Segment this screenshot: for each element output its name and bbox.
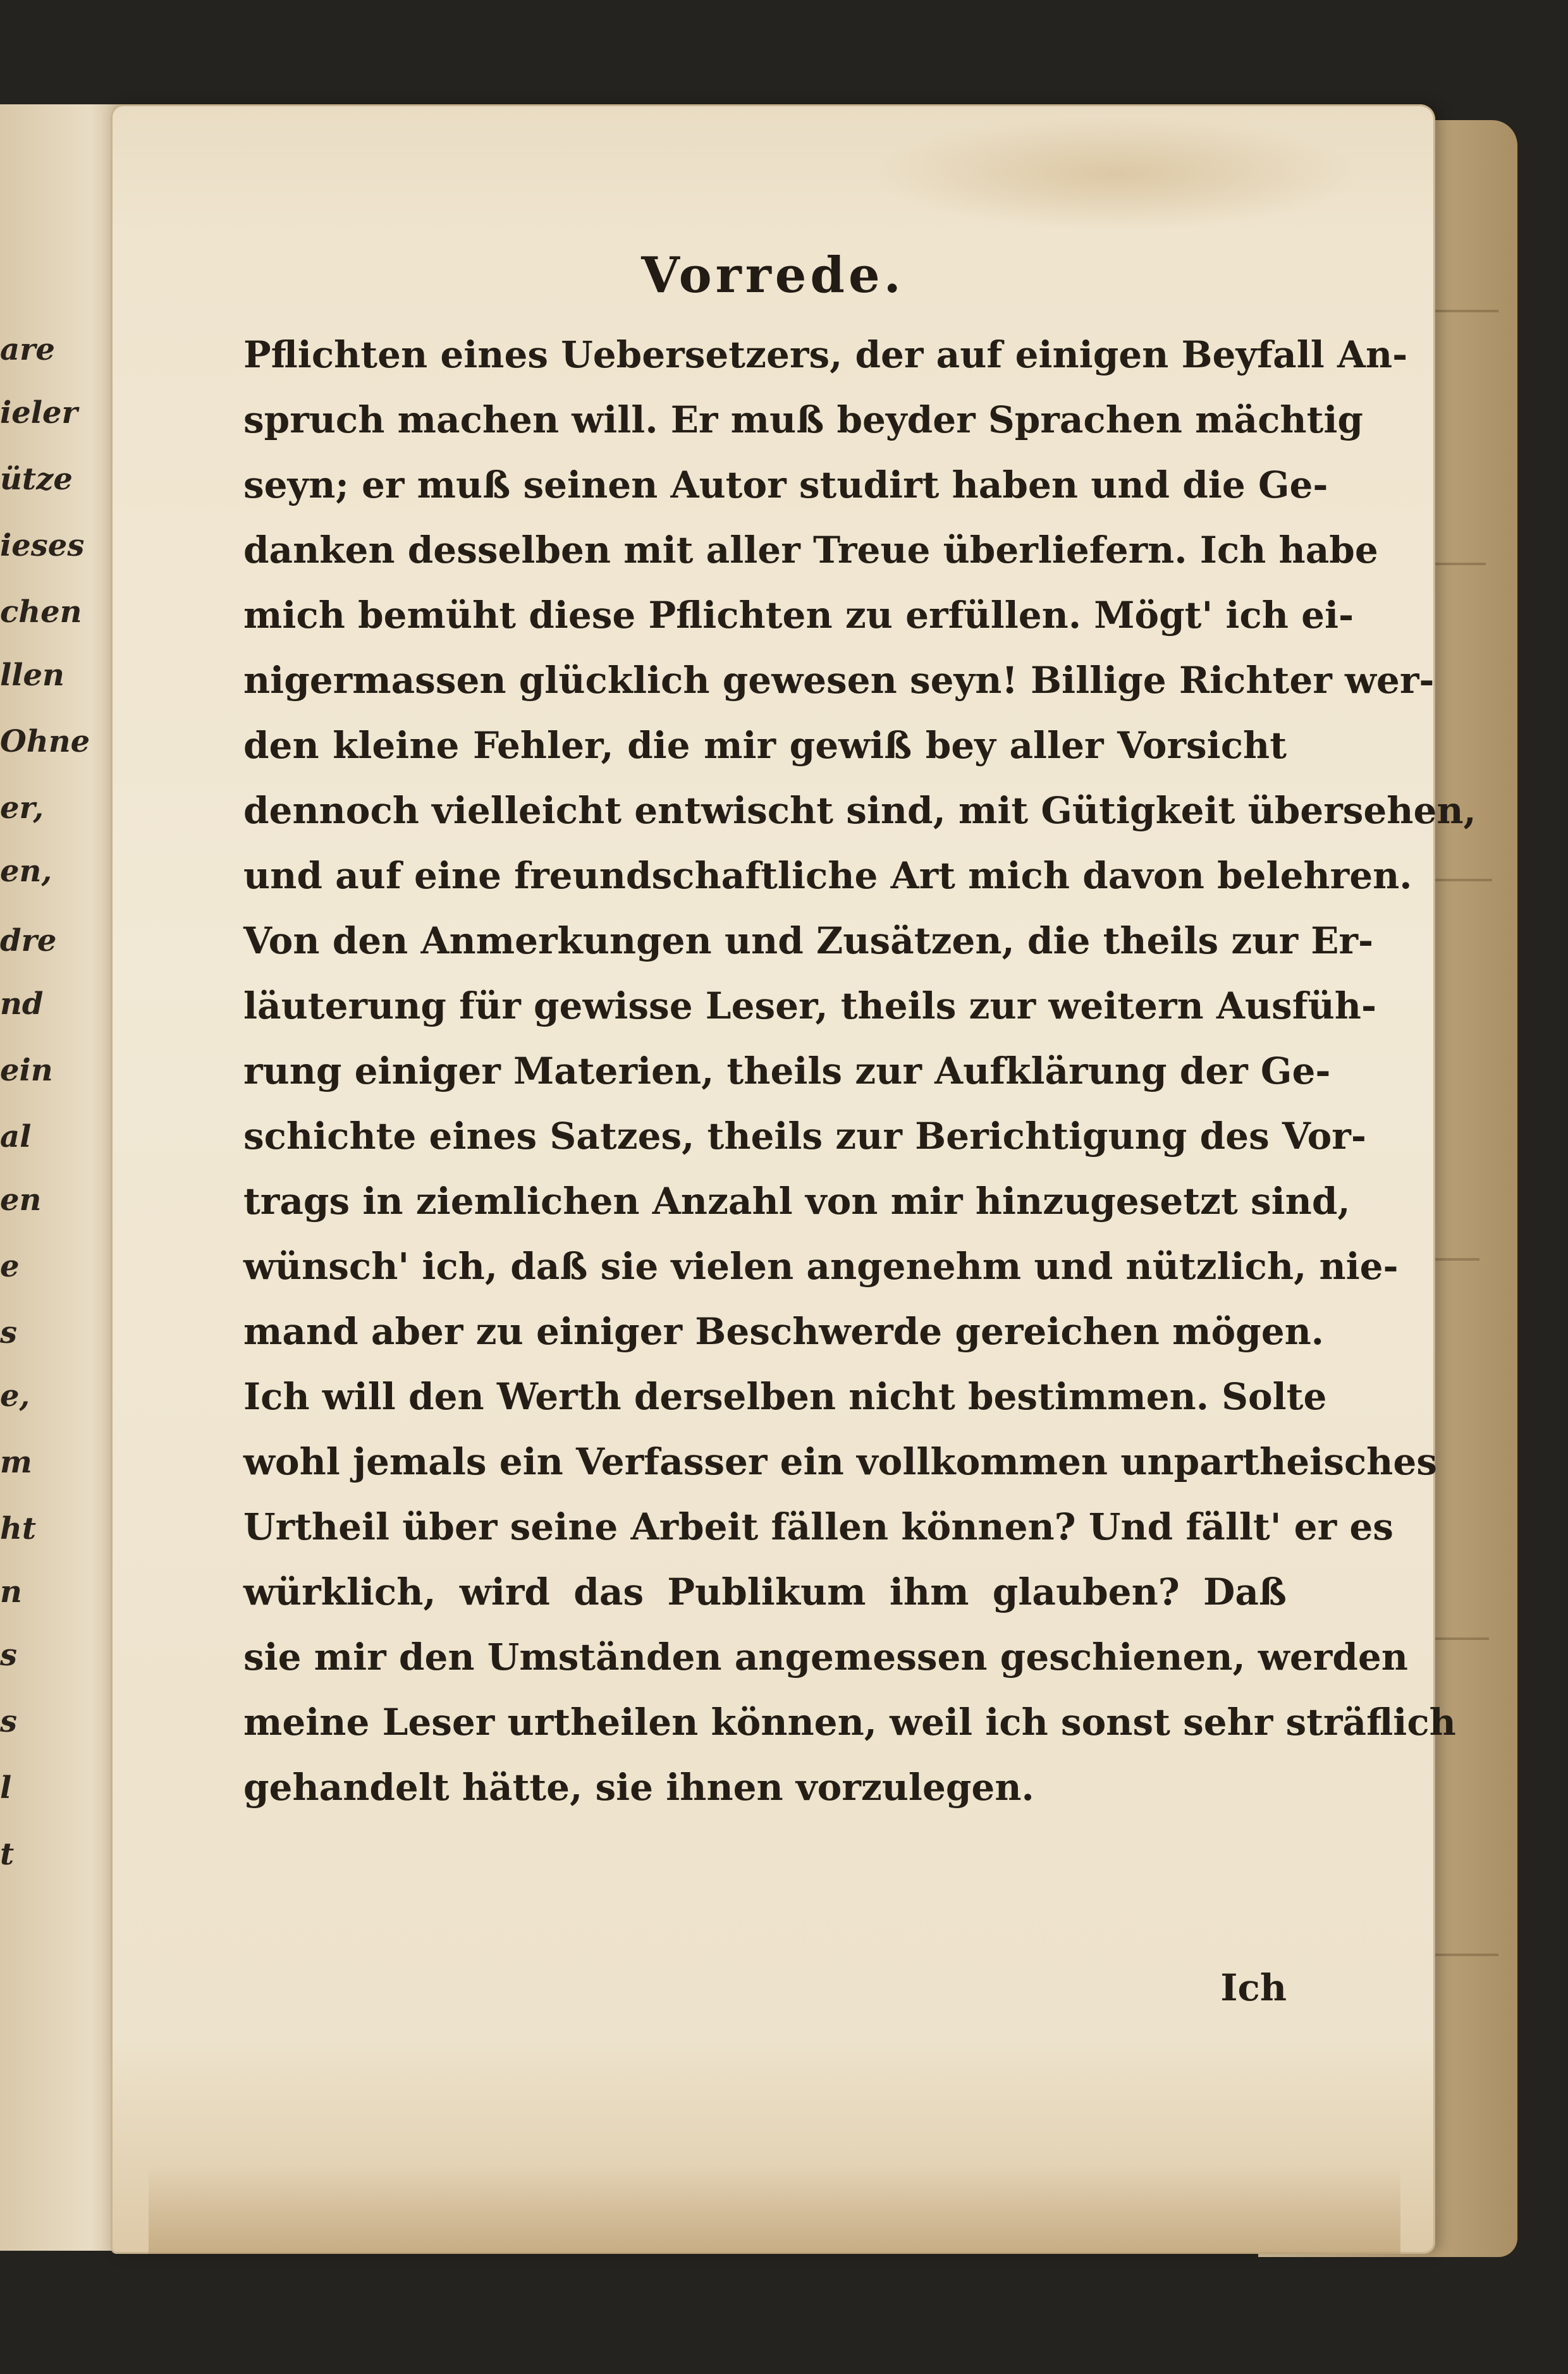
left-page-fragment: t [0, 1837, 15, 1872]
text-line: seyn; er muß seinen Autor studirt haben und die Ge- [243, 463, 1328, 506]
left-page-fragment: e [0, 1249, 20, 1284]
left-page-fragment: nd [0, 986, 44, 1022]
left-page-fragment: l [0, 1770, 12, 1806]
text-line: Urtheil über seine Arbeit fällen können? Und fällt' er es [243, 1505, 1393, 1548]
paper-stain [869, 117, 1363, 231]
text-line: gehandelt hätte, sie ihnen vorzulegen. [243, 1766, 1034, 1809]
left-page-fragment: ieses [0, 528, 85, 563]
text-line: meine Leser urtheilen können, weil ich sonst sehr sträflich [243, 1701, 1456, 1744]
left-page-fragment: chen [0, 594, 82, 630]
left-page-fragment: al [0, 1119, 32, 1154]
left-page-fragment: ht [0, 1511, 37, 1546]
text-line: sie mir den Umständen angemessen geschienen, werden [243, 1636, 1408, 1679]
book-page [111, 104, 1476, 2254]
text-line: wünsch' ich, daß sie vielen angenehm und nützlich, nie- [243, 1245, 1399, 1288]
text-line: mich bemüht diese Pflichten zu erfüllen. Mögt' ich ei- [243, 594, 1354, 637]
left-page-fragment: en [0, 1182, 42, 1218]
left-page-fragment: ieler [0, 395, 78, 431]
left-page-fragment: er, [0, 790, 44, 826]
text-line: den kleine Fehler, die mir gewiß bey aller Vorsicht [243, 724, 1287, 767]
text-line: und auf eine freundschaftliche Art mich davon belehren. [243, 854, 1412, 897]
text-line: schichte eines Satzes, theils zur Berichtigung des Vor- [243, 1115, 1366, 1158]
text-line: Ich will den Werth derselben nicht bestimmen. Solte [243, 1375, 1327, 1418]
text-line: Pflichten eines Uebersetzers, der auf einigen Beyfall An- [243, 333, 1408, 376]
catchword: Ich [1220, 1966, 1287, 2009]
left-page-fragment: ein [0, 1053, 53, 1088]
text-line: mand aber zu einiger Beschwerde gereichen mögen. [243, 1310, 1324, 1353]
left-page-fragment: e, [0, 1378, 30, 1414]
text-line: nigermassen glücklich gewesen seyn! Billige Richter wer- [243, 659, 1435, 702]
left-page-fragment: llen [0, 658, 64, 693]
left-page-fragment: s [0, 1637, 18, 1673]
text-line: wohl jemals ein Verfasser ein vollkommen unpartheisches [243, 1440, 1437, 1483]
text-line: spruch machen will. Er muß beyder Sprachen mächtig [243, 398, 1363, 441]
left-page-fragment: s [0, 1315, 18, 1350]
left-page-fragment: n [0, 1574, 22, 1610]
text-line: Von den Anmerkungen und Zusätzen, die theils zur Er- [243, 919, 1374, 962]
text-line: rung einiger Materien, theils zur Aufklärung der Ge- [243, 1049, 1331, 1092]
text-line: trags in ziemlichen Anzahl von mir hinzugesetzt sind, [243, 1180, 1351, 1223]
text-line: läuterung für gewisse Leser, theils zur weitern Ausfüh- [243, 984, 1377, 1027]
left-page-fragment: Ohne [0, 724, 90, 759]
left-page-fragment: dre [0, 923, 57, 958]
page-header: Vorrede. [641, 247, 905, 304]
left-page-fragment: m [0, 1445, 32, 1480]
text-line: danken desselben mit aller Treue überliefern. Ich habe [243, 529, 1378, 572]
body-text [243, 322, 1476, 1820]
text-line: dennoch vielleicht entwischt sind, mit Gütigkeit übersehen, [243, 789, 1476, 832]
paper-stain [149, 2165, 1400, 2254]
left-page-fragment: en, [0, 854, 52, 889]
text-line: würklich, wird das Publikum ihm glauben? Daß [243, 1570, 1287, 1613]
left-page-fragment: ütze [0, 462, 73, 497]
left-page-fragment: are [0, 332, 55, 367]
left-page-fragment: s [0, 1704, 18, 1739]
